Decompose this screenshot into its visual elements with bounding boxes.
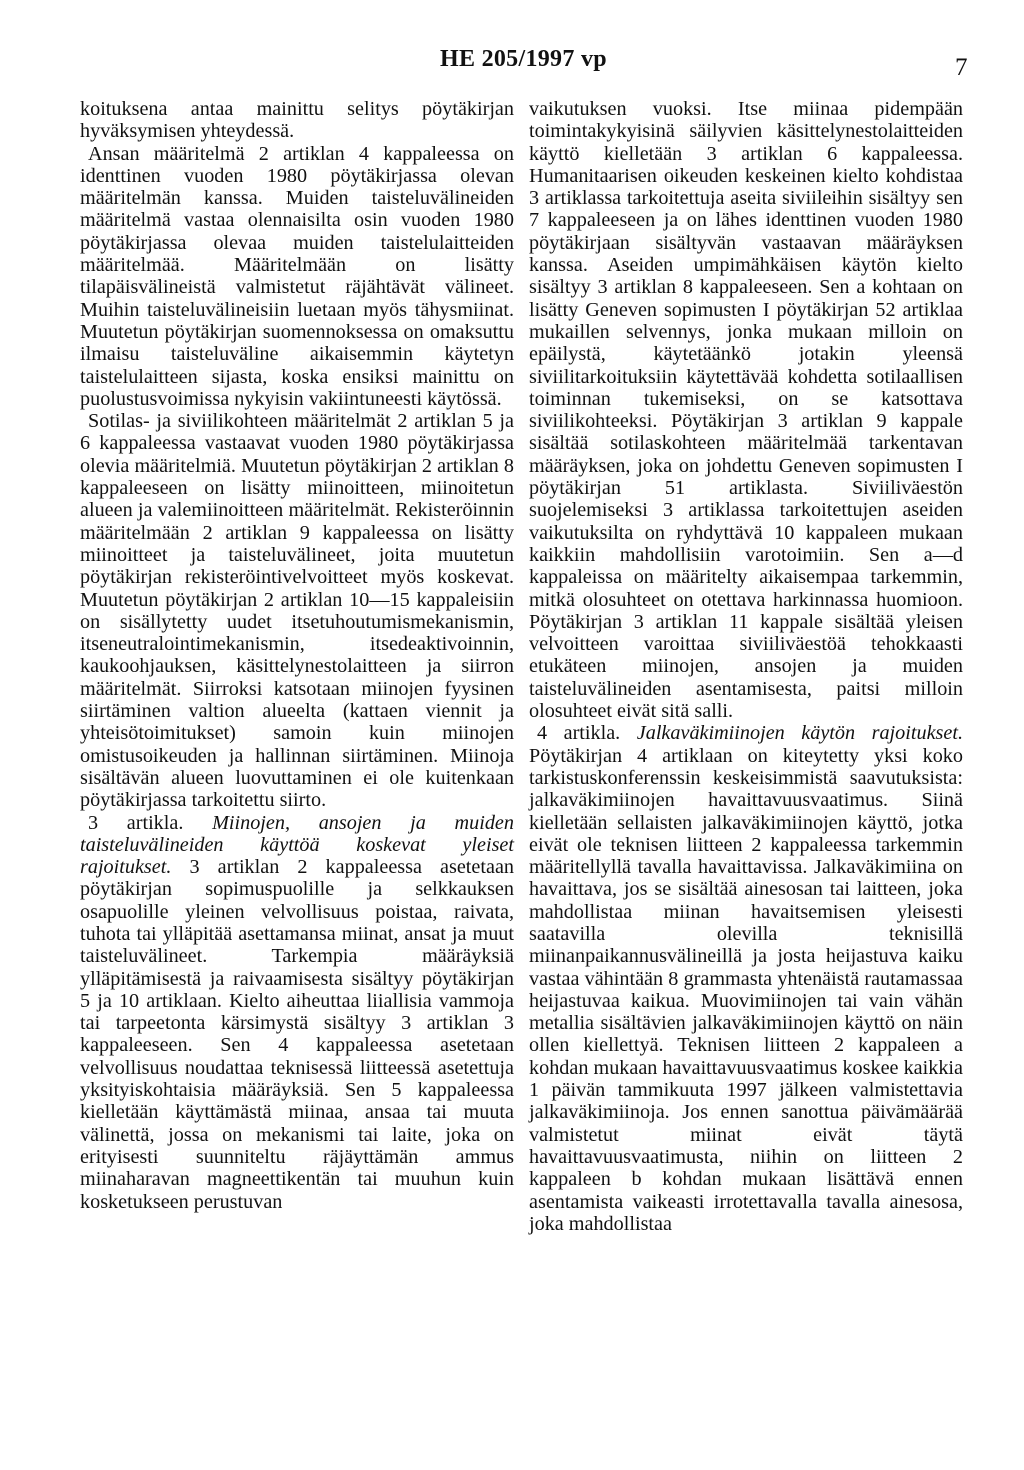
paragraph: Ansan määritelmä 2 artiklan 4 kappaleessa on identtinen vuoden 1980 pöytäkirjassa olevan määritelmän kanssa. Muiden taisteluvälineiden määritelmä vastaa olennaisilta osin vuoden 1980 pöytäkirjassa olevaa muiden taistelulaitteiden määritelmää. Määritelmään on lisätty tilapäisvälineistä valmistetut räjähtävät välineet. Muihin taisteluvälineisiin luetaan myös tähysmiinat. Muutetun pöytäkirjan suomennoksessa on omaksuttu ilmaisu taisteluväline aikaisemmin käytetyn taistelulaitteen sijasta, koska ensiksi mainittu on puolustusvoimissa nykyisin vakiintuneesti käytössä.	[80, 142, 514, 410]
article-body: Pöytäkirjan 4 artiklaan on kiteytetty yksi koko tarkistuskonferenssin keskeisimmistä saavutuksista: jalkaväkimiinojen havaittavuusvaatimus. Siinä kielletään sellaisten jalkaväkimiinojen käyttö, jotka eivät ole teknisen liitteen 2 kappaleessa tarkemmin määritellyllä tavalla havaittavissa. Jalkaväkimiina on havaittava, jos se sisältää ainesosan tai laitteen, joka mahdollistaa miinan havaitsemisen yleisesti saatavilla olevilla teknisillä miinanpaikannusvälineillä ja josta heijastuva kaiku vastaa vähintään 8 grammasta yhtenäistä rautamassaa heijastuvaa kaikua. Muovimiinojen tai vain vähän metallia sisältävien jalkaväkimiinojen käyttö on näin ollen kiellettyä. Teknisen liitteen 2 kappaleen a kohdan mukaan havaittavuusvaatimus koskee kaikkia 1 päivän tammikuuta 1997 jälkeen valmistettavia jalkaväkimiinoja. Jos ennen sanottua päivämäärää valmistetut miinat eivät täytä havaittavuusvaatimusta, niihin on liitteen 2 kappaleen b kohdan mukaan lisättävä ennen asentamista vaikeasti irrotettavalla tavalla ainesosa, joka mahdollistaa	[529, 744, 963, 1235]
document-id: HE 205/1997 vp	[440, 46, 607, 72]
page-number: 7	[955, 54, 968, 81]
article-number: 4 artikla.	[537, 722, 621, 745]
article-heading: Jalkaväkimiinojen käytön rajoitukset.	[636, 722, 963, 745]
article-heading: Miinojen, ansojen ja muiden taisteluvälineiden käyttöä koskevat yleiset rajoitukset.	[80, 811, 514, 879]
article-4-paragraph	[529, 722, 963, 1235]
article-3-paragraph	[80, 812, 514, 1213]
article-number: 3 artikla.	[88, 811, 184, 834]
paragraph: vaikutuksen vuoksi. Itse miinaa pidempään toimintakykyisinä säilyvien käsittelynestolaitteiden käyttö kielletään 3 artiklan 6 kappaleessa. Humanitaarisen oikeuden keskeinen kielto kohdistaa 3 artiklassa tarkoitettuja aseita siviileihin sisältyy sen 7 kappaleeseen ja on lähes identtinen vuoden 1980 pöytäkirjaan sisältyvän vastaavan määräyksen kanssa. Aseiden umpimähkäisen käytön kielto sisältyy 3 artiklan 8 kappaleeseen. Sen a kohtaan on lisätty Geneven sopimusten I pöytäkirjan 52 artiklaa mukaillen selvennys, jonka mukaan milloin on epäilystä, käytetäänkö jotakin yleensä siviilitarkoituksiin käytettävää kohdetta sotilaallisen toiminnan tukemiseksi, on se katsottava siviilikohteeksi. Pöytäkirjan 3 artiklan 9 kappale sisältää sotilaskohteen määritelmää tarkentavan määräyksen, joka on johdettu Geneven sopimusten I pöytäkirjan 51 artiklasta. Siviiliväestön suojelemiseksi 3 artiklassa tarkoitettujen aseiden vaikutuksilta on ryhdyttävä 10 kappaleen mukaan kaikkiin mahdollisiin varotoimiin. Sen a—d kappaleissa on määritelty aikaisempaa tarkemmin, mitkä olosuhteet on otettava harkinnassa huomioon. Pöytäkirjan 3 artiklan 11 kappale sisältää yleisen velvoitteen varoittaa siviiliväestöä tehokkaasti etukäteen miinojen, ansojen ja muiden taisteluvälineiden asentamisesta, paitsi milloin olosuhteet eivät sitä salli.	[529, 98, 963, 723]
page-header	[0, 46, 1024, 86]
paragraph: Sotilas- ja siviilikohteen määritelmät 2 artiklan 5 ja 6 kappaleessa vastaavat vuoden 1980 pöytäkirjassa olevia määritelmiä. Muutetun pöytäkirjan 2 artiklan 8 kappaleeseen on lisätty miinoitteen, miinoitetun alueen ja valemiinoitteen määritelmät. Rekisteröinnin määritelmään 2 artiklan 9 kappaleessa on lisätty miinoitteet ja taisteluvälineet, joita muutetun pöytäkirjan rekisteröintivelvoitteet myös koskevat. Muutetun pöytäkirjan 2 artiklan 10—15 kappaleisiin on sisällytetty uudet itsetuhoutumismekanismin, itseneutralointimekanismin, itsedeaktivoinnin, kaukoohjauksen, käsittelynestolaitteen ja siirron määritelmät. Siirroksi katsotaan miinojen fyysinen siirtäminen valtion alueelta (kattaen viennit ja yhteisötoimitukset) samoin kuin miinojen omistusoikeuden ja hallinnan siirtäminen. Miinoja sisältävän alueen luovuttaminen ei ole kuitenkaan pöytäkirjassa tarkoitettu siirto.	[80, 410, 514, 812]
article-body: 3 artiklan 2 kappaleessa asetetaan pöytäkirjan sopimuspuolille ja selkkauksen osapuolille yleinen velvollisuus poistaa, raivata, tuhota tai ylläpitää asettamansa miinat, ansat ja muut taisteluvälineet. Tarkempia määräyksiä ylläpitämisestä ja raivaamisesta sisältyy pöytäkirjan 5 ja 10 artiklaan. Kielto aiheuttaa liiallisia vammoja tai tarpeetonta kärsimystä sisältyy 3 artiklan 3 kappaleeseen. Sen 4 kappaleessa asetetaan velvollisuus noudattaa teknisessä liitteessä asetettuja yksityiskohtaisia määräyksiä. Sen 5 kappaleessa kielletään käyttämästä miinaa, ansaa tai muuta välinettä, jossa on mekanismi tai laite, joka on erityisesti suunniteltu räjäyttämän ammus miinaharavan magneettikentän tai muuhun kuin kosketukseen perustuvan	[80, 856, 514, 1213]
paragraph: koituksena antaa mainittu selitys pöytäkirjan hyväksymisen yhteydessä.	[80, 98, 514, 143]
left-column	[80, 98, 514, 1213]
right-column	[529, 98, 963, 1235]
